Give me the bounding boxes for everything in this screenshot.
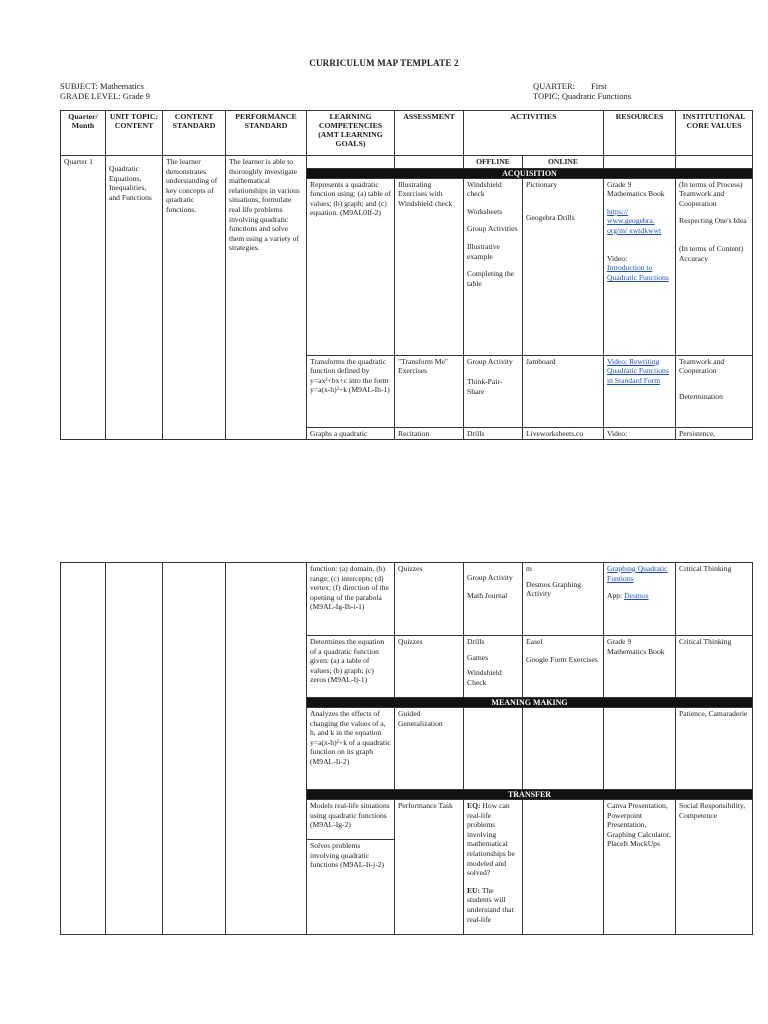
core-values: Social Responsibility, Competence <box>676 800 753 935</box>
unit-topic-cell: Quadratic Equations, Inequalities, and Functions <box>106 156 163 440</box>
online-activities <box>523 178 604 355</box>
learning-competency: Solves problems involving quadratic functions (M9AL-Ii-j-2) <box>307 840 395 935</box>
document-title: CURRICULUM MAP TEMPLATE 2 <box>309 58 459 68</box>
grade-level-line: GRADE LEVEL: Grade 9 <box>60 91 150 101</box>
graphing-link[interactable]: Graphing Quadratic Funtions <box>607 564 668 583</box>
resource-text: Grade 9 Mathematics Book <box>607 179 665 199</box>
activity-item: Desmos Graphing Activity <box>526 579 582 599</box>
header-performance-standard: PERFORMANCE STANDARD <box>226 111 307 156</box>
assessment: "Transform Me" Exercises <box>395 355 464 427</box>
learning-competency: Determines the equation of a quadratic function given: (a) a table of values; (b) graph; (c) zeros (M9AL-Ij-1) <box>307 636 395 698</box>
header-resources: RESOURCES <box>604 111 676 156</box>
quarter-cell: Quarter 1 <box>61 156 106 440</box>
value-item: Respecting One's Idea <box>679 216 747 226</box>
online-activities <box>523 636 604 698</box>
learning-competency: Transforms the quadratic function defined by y=ax²+bx+c into the form y=a(x-h)²+k (M9AL-Ih-1) <box>307 355 395 427</box>
subject-line: SUBJECT: Mathematics <box>60 81 144 91</box>
activity-item: Worksheets <box>467 206 503 216</box>
activity-item: Games <box>467 652 489 662</box>
assessment: Quizzes <box>395 636 464 698</box>
online-subheader: ONLINE <box>523 156 604 169</box>
essential-question: EQ: How can real-life problems involving mathematical relationships be modeled and solved? <box>467 801 515 878</box>
performance-standard-cell-continued <box>226 563 307 935</box>
activity-item: Illustrative example <box>467 241 500 261</box>
video-link[interactable]: Video: Rewriting Quadratic Functions in Standard Form <box>607 356 669 385</box>
assessment: Recitation <box>395 427 464 440</box>
activity-item: Drills <box>467 637 485 646</box>
assessment: Illustrating Exercises with Windshield check <box>395 178 464 355</box>
core-values: Patience, Camaraderie <box>676 708 753 790</box>
activity-item: Group Activities <box>467 224 518 234</box>
topic-line: TOPIC: Quadratic Functions <box>533 91 632 101</box>
activity-item: Math Journal <box>467 590 508 600</box>
header-unit-topic: UNIT TOPIC: CONTENT <box>106 111 163 156</box>
activity-item: Completing the table <box>467 269 515 288</box>
resources: Canva Presentation, Powerpoint Presentation, Graphing Calculator, PlaceIt MockUps <box>604 800 676 935</box>
resources <box>604 563 676 636</box>
quarter-cell-continued <box>61 563 106 935</box>
activity-item: m <box>526 564 532 573</box>
resource-text: Video: <box>607 253 628 263</box>
resources: Video: <box>604 427 676 440</box>
offline-activities <box>464 636 523 698</box>
quarter-label: QUARTER: <box>533 81 575 91</box>
activity-item: Windshield Check <box>467 668 502 687</box>
header-content-standard: CONTENT STANDARD <box>163 111 226 156</box>
activity-item: Easel <box>526 637 543 646</box>
meaning-making-band: MEANING MAKING <box>307 698 753 708</box>
offline-activities <box>464 178 523 355</box>
acquisition-band: ACQUISITION <box>307 168 753 178</box>
resources <box>604 355 676 427</box>
learning-competency: Represents a quadratic function using: (a) table of values; (b) graph; and (c) equation. (M9AL0If-2) <box>307 178 395 355</box>
geogebra-link[interactable]: https:// www.geogebra. org/m/ xwtdkwwt <box>607 206 662 235</box>
enduring-understanding: EU: The students will understand that real-life <box>467 885 514 924</box>
core-values <box>676 178 753 355</box>
value-item: (In terms of Content) Accuracy <box>679 243 744 263</box>
resources <box>604 178 676 355</box>
header-row <box>61 111 753 156</box>
header-learning-competencies: LEARNING COMPETENCIES (AMT LEARNING GOALS) <box>307 111 395 156</box>
value-item: Determination <box>679 391 723 401</box>
header-quarter: Quarter/ Month <box>61 111 106 156</box>
activity-item: Google Form Exercises <box>526 654 598 664</box>
unit-topic-cell-continued <box>106 563 163 935</box>
offline-activities <box>464 563 523 636</box>
core-values <box>676 355 753 427</box>
header-assessment: ASSESSMENT <box>395 111 464 156</box>
learning-competency: function: (a) domain, (b) range; (c) intercepts; (d) vertex; (f) direction of the opening of the parabola (M9AL-Ig-Ih-i-1) <box>307 563 395 636</box>
offline-activities <box>464 800 523 935</box>
header-activities: ACTIVITIES <box>464 111 604 156</box>
value-item: Teamwork and Cooperation <box>679 356 725 376</box>
online-activity: Liveworksheets.co <box>523 427 604 440</box>
core-values: Critical Thinking <box>676 563 753 636</box>
table-row <box>61 563 753 636</box>
offline-activities <box>464 355 523 427</box>
activity-item: Group Activity <box>467 573 513 582</box>
value-item: (In terms of Process) Teamwork and Cooperation <box>679 179 743 208</box>
resources: Grade 9 Mathematics Book <box>604 636 676 698</box>
content-standard-cell: The learner demonstrates understanding of key concepts of quadratic functions. <box>163 156 226 440</box>
transfer-band: TRANSFER <box>307 790 753 800</box>
performance-standard-cell: The learner is able to thoroughly investigate mathematical relationships in various situations, formulate real life problems involving quadratic functions and solve them using a variety of strategies. <box>226 156 307 440</box>
learning-competency: Graphs a quadratic <box>307 427 395 440</box>
assessment: Performance Task <box>395 800 464 935</box>
core-values: Critical Thinking <box>676 636 753 698</box>
quarter-value: First <box>591 81 607 91</box>
resource-text: App: <box>607 591 625 601</box>
content-standard-cell-continued <box>163 563 226 935</box>
online-activities <box>523 563 604 636</box>
assessment: Guided Generalization <box>395 708 464 790</box>
desmos-link[interactable]: Desmos <box>624 591 649 601</box>
online-activity: Jamboard <box>523 355 604 427</box>
activity-item: Pictionary <box>526 179 558 189</box>
curriculum-table-page-2 <box>60 562 753 935</box>
learning-competency: Analyzes the effects of changing the values of a, h, and k in the equation y=a(x-h)²+k of a quadratic function on its graph (M9AL-Ii-2) <box>307 708 395 790</box>
assessment: Quizzes <box>395 563 464 636</box>
offline-subheader: OFFLINE <box>464 156 523 169</box>
activity-item: Think-Pair-Share <box>467 377 503 396</box>
learning-competency: Models real-life situations using quadratic functions (M9AL-Ig-2) <box>307 800 395 840</box>
activity-item: Windshield check <box>467 179 502 199</box>
core-values: Persistence, <box>676 427 753 440</box>
offline-activity: Drills <box>464 427 523 440</box>
video-link[interactable]: Introduction to Quadratic Functions <box>607 263 669 282</box>
activity-item: Group Activity <box>467 356 513 366</box>
header-core-values: INSTITUTIONAL CORE VALUES <box>676 111 753 156</box>
activity-item: Geogebra Drills <box>526 213 575 223</box>
curriculum-table-page-1 <box>60 110 753 440</box>
